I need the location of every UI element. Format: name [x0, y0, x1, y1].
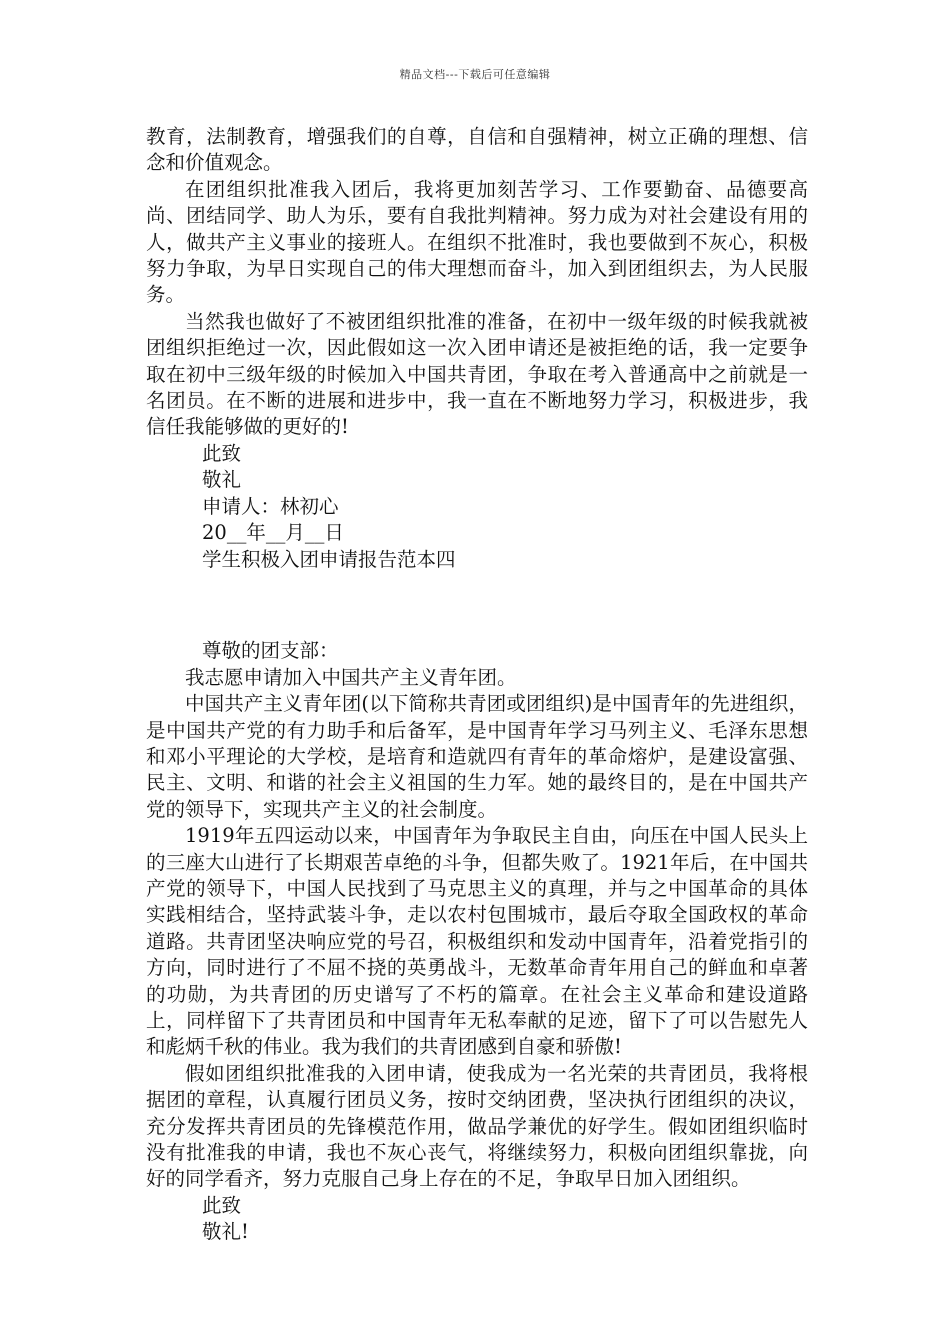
page-header: 精品文档---下载后可任意编辑: [399, 68, 551, 81]
text-line: 学生积极入团申请报告范本四: [202, 547, 456, 571]
paragraph: 假如团组织批准我的入团申请，使我成为一名光荣的共青团员，我将根据团的章程，认真履行团员义务，按时交纳团费，坚决执行团组织的决议，充分发挥共青团员的先锋模范作用，做品学兼优的好学生。假如团组织临时没有批准我的申请，我也不灰心丧气，将继续努力，积极向团组织靠拢，向好的同学看齐，努力克服自己身上存在的不足，争取早日加入团组织。: [146, 1061, 808, 1191]
paragraph: 教育，法制教育，增强我们的自尊，自信和自强精神，树立正确的理想、信念和价值观念。: [146, 125, 808, 175]
text-line: 此致: [202, 1193, 242, 1217]
text-line: 申请人：林初心: [202, 494, 339, 518]
paragraph: 1919年五四运动以来，中国青年为争取民主自由，向压在中国人民头上的三座大山进行了长期艰苦卓绝的斗争，但都失败了。1921年后，在中国共产党的领导下，中国人民找到了马克思主义的真理，并与之中国革命的具体实践相结合，坚持武装斗争，走以农村包围城市，最后夺取全国政权的革命道路。共青团坚决响应党的号召，积极组织和发动中国青年，沿着党指引的方向，同时进行了不屈不挠的英勇战斗，无数革命青年用自己的鲜血和卓著的功勋，为共青团的历史谱写了不朽的篇章。在社会主义革命和建设道路上，同样留下了共青团员和中国青年无私奉献的足迹，留下了可以告慰先人和彪炳千秋的伟业。我为我们的共青团感到自豪和骄傲!: [146, 824, 808, 1059]
paragraph: 我志愿申请加入中国共产主义青年团。: [185, 665, 517, 689]
document-body: [146, 124, 808, 1246]
paragraph: 当然我也做好了不被团组织批准的准备，在初中一级年级的时候我就被团组织拒绝过一次，因此假如这一次入团申请还是被拒绝的话，我一定要争取在初中三级年级的时候加入中国共青团，争取在考入普通高中之前就是一名团员。在不断的进展和进步中，我一直在不断地努力学习，积极进步，我信任我能够做的更好的!: [146, 309, 808, 439]
text-line: 此致: [202, 441, 242, 465]
paragraph: 在团组织批准我入团后，我将更加刻苦学习、工作要勤奋、品德要高尚、团结同学、助人为乐，要有自我批判精神。努力成为对社会建设有用的人，做共产主义事业的接班人。在组织不批准时，我也要做到不灰心，积极努力争取，为早日实现自己的伟大理想而奋斗，加入到团组织去，为人民服务。: [146, 177, 808, 307]
paragraph: 中国共产主义青年团(以下简称共青团或团组织)是中国青年的先进组织，是中国共产党的有力助手和后备军，是中国青年学习马列主义、毛泽东思想和邓小平理论的大学校，是培育和造就四有青年的革命熔炉，是建设富强、民主、文明、和谐的社会主义祖国的生力军。她的最终目的，是在中国共产党的领导下，实现共产主义的社会制度。: [146, 692, 808, 821]
text-line: 尊敬的团支部：: [202, 639, 339, 663]
blank-line: [146, 592, 808, 618]
text-line: 20__年__月__日: [202, 521, 344, 545]
text-line: 敬礼!: [202, 1220, 249, 1244]
text-line: 敬礼: [202, 468, 242, 492]
